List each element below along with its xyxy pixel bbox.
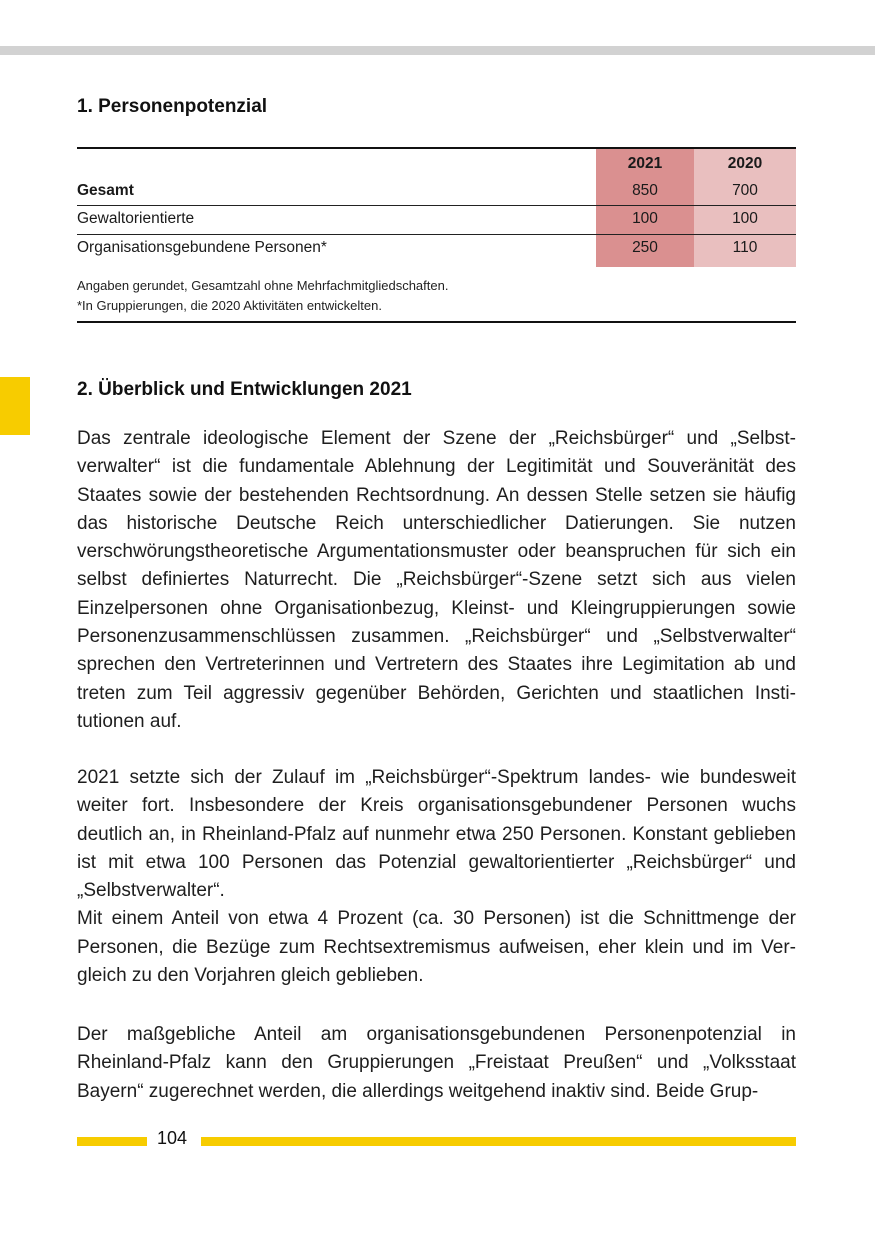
paragraph-block-entwicklung bbox=[77, 764, 796, 990]
paragraph-ideologie: Das zentrale ideologische Element der Szene der „Reichsbürger“ und „Selbstverwalter“ ist die fundamentale Ablehnung der Legitimität und Souveränität des Staates sowie der bestehenden Rechtsordnung. An dessen Stelle setzen sie häufig das historische Deutsche Reich unterschiedlicher Datierungen. Sie nutzen verschwörungstheoretische Argumentationsmuster oder beanspruchen für sich ein selbst definiertes Naturrecht. Die „Reichsbürger“-Szene setzt sich aus vielen Einzelpersonen ohne Organisationbezug, Kleinst- und Kleingruppierungen sowie Personenzusammenschlüssen zusammen. „Reichsbürger“ und „Selbstverwalter“ sprechen den Vertreterinnen und Vertretern des Staates ihre Legimitation ab und treten zum Teil aggressiv gegenüber Behörden, Gerichten und staatlichen Institutionen auf. bbox=[77, 428, 796, 732]
table-row-gesamt bbox=[77, 177, 796, 205]
row-value-2021: 850 bbox=[632, 182, 658, 199]
row-label: Gewaltorientierte bbox=[77, 210, 195, 227]
section-heading-ueberblick: 2. Überblick und Entwicklungen 2021 bbox=[77, 379, 412, 400]
paragraph-zulauf: 2021 setzte sich der Zulauf im „Reichsbürger“-Spektrum landes- wie bundesweit weiter fort. Insbesondere der Kreis organisationsgebundener Personen wuchs deutlich an, in Rheinland-Pfalz auf nunmehr etwa 250 Personen. Konstant geblieben ist mit etwa 100 Personen das Potenzial gewaltorientierter „Reichsbürger“ und „Selbstverwalter“. bbox=[77, 767, 796, 902]
header-year-2021: 2021 bbox=[627, 155, 663, 172]
table-header-row bbox=[77, 150, 796, 178]
row-label: Gesamt bbox=[77, 182, 134, 199]
side-marker bbox=[0, 377, 30, 435]
row-value-2021: 100 bbox=[632, 210, 658, 227]
top-rule bbox=[0, 46, 875, 55]
table-note-footnote: *In Gruppierungen, die 2020 Aktivitäten entwickelten. bbox=[77, 298, 382, 313]
row-value-2020: 100 bbox=[732, 210, 758, 227]
header-year-2020: 2020 bbox=[727, 155, 763, 172]
page-number: 104 bbox=[157, 1128, 188, 1148]
row-value-2021: 250 bbox=[632, 239, 658, 256]
row-label: Organisationsgebundene Personen* bbox=[77, 239, 327, 256]
row-value-2020: 700 bbox=[732, 182, 758, 199]
footer-bar-right bbox=[201, 1137, 796, 1146]
footer-bar-left bbox=[77, 1137, 147, 1146]
table-row-gewaltorientierte bbox=[77, 205, 796, 233]
table-row-organisationsgebunden bbox=[77, 234, 796, 262]
personenpotenzial-table bbox=[77, 147, 796, 256]
table-bottom-rule bbox=[77, 321, 796, 323]
row-value-2020: 110 bbox=[732, 239, 758, 256]
section-heading-personenpotenzial: 1. Personenpotenzial bbox=[77, 96, 268, 117]
paragraph-rechtsextremismus: Mit einem Anteil von etwa 4 Prozent (ca. 30 Personen) ist die Schnittmenge der Personen, die Bezüge zum Rechtsextremismus aufweisen, eher klein und im Vergleich zu den Vorjahren gleich geblieben. bbox=[77, 908, 796, 987]
paragraph-gruppierungen: Der maßgebliche Anteil am organisationsgebundenen Personenpotenzial in Rheinland-Pfalz kann den Gruppierungen „Freistaat Preußen“ und „Volksstaat Bayern“ zugerechnet werden, die allerdings weitgehend inaktiv sind. Beide Grup- bbox=[77, 1024, 796, 1102]
table-note: Angaben gerundet, Gesamtzahl ohne Mehrfachmitgliedschaften. bbox=[77, 278, 449, 293]
table-notes bbox=[77, 276, 448, 316]
